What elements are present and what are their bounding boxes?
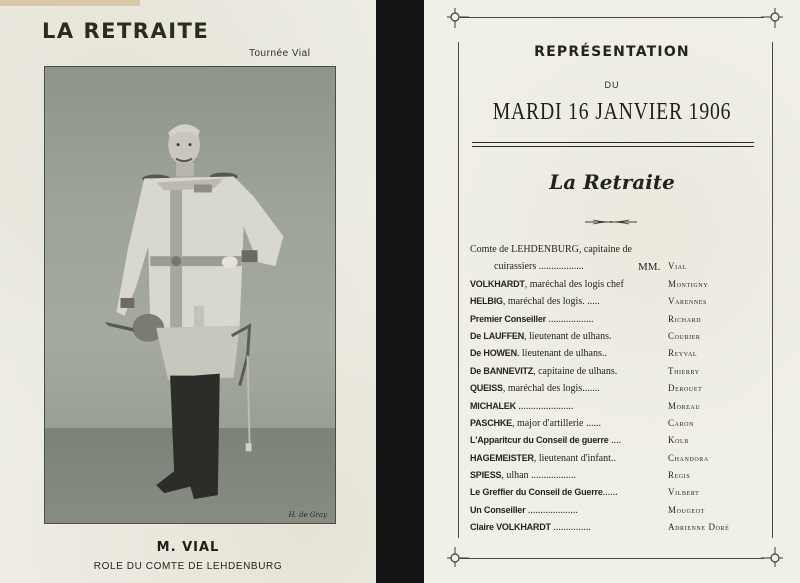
role-description: , maréchal des logis. ..... — [502, 296, 600, 308]
representation-heading: REPRÉSENTATION — [534, 44, 690, 60]
actor-name: Mougeot — [668, 504, 705, 515]
role-cell — [470, 487, 618, 498]
role-description: , maréchal des logis chef — [524, 278, 624, 290]
role-cell — [470, 435, 621, 446]
role-cell — [470, 453, 616, 464]
actor-name: Kolb — [668, 435, 689, 446]
role-name: De LAUFFEN — [470, 330, 524, 341]
cast-row — [470, 314, 770, 331]
actor-name: Adrienne Doré — [668, 522, 730, 533]
actor-name: Reyval — [668, 348, 698, 359]
cast-row — [470, 522, 770, 539]
role-description: .... — [608, 435, 622, 447]
role-cell — [470, 244, 632, 255]
role-name: L'Apparitcur du Conseil de guerre — [470, 435, 609, 446]
cast-row — [470, 279, 770, 296]
cast-row — [470, 418, 770, 435]
role-cell — [470, 401, 573, 412]
role-description: cuirassiers .................. — [494, 261, 584, 273]
cast-row — [470, 505, 770, 522]
frame-border-bottom — [460, 558, 764, 559]
role-description: ...... — [602, 487, 618, 499]
role-description: , ulhan .................. — [501, 470, 577, 482]
actor-name: Richard — [668, 313, 702, 324]
actor-role-caption: ROLE DU COMTE DE LEHDENBURG — [93, 561, 283, 572]
cast-list — [470, 244, 770, 540]
cover-title: LA RETRAITE — [42, 19, 210, 43]
actor-name: Vial — [668, 261, 687, 272]
role-cell — [470, 418, 601, 429]
cast-row — [470, 487, 770, 504]
actor-name: Derouet — [668, 383, 703, 394]
actor-name: Vilbert — [668, 487, 700, 498]
dark-background-gap — [376, 0, 424, 583]
role-cell — [470, 348, 607, 359]
role-cell — [470, 470, 576, 481]
cast-row — [470, 453, 770, 470]
role-description: . lieutenant de ulhans.. — [516, 348, 607, 360]
role-cell — [494, 261, 584, 272]
actor-name-caption — [0, 540, 376, 555]
photographer-signature: H. de Gray — [288, 511, 327, 519]
actor-name: Courier — [668, 330, 701, 341]
frame-border-top — [460, 17, 764, 18]
actor-name-text: M. VIAL — [156, 540, 220, 555]
role-name: Le Greffier du Conseil de Guerre — [470, 487, 603, 498]
cast-row — [470, 470, 770, 487]
role-name: De BANNEVITZ — [470, 365, 534, 376]
cast-row — [470, 435, 770, 452]
performance-date: MARDI 16 JANVIER 1906 — [492, 99, 732, 125]
actor-name: Thierry — [668, 365, 700, 376]
role-cell — [470, 522, 591, 533]
corner-flourish-icon — [759, 4, 785, 30]
corner-flourish-icon — [445, 545, 471, 571]
role-name: De HOWEN — [470, 348, 517, 359]
actor-figure-illustration — [45, 67, 335, 523]
actor-name: Varennes — [668, 296, 707, 307]
actor-name: Montigny — [668, 278, 709, 289]
right-card-cast-list — [424, 0, 800, 583]
cast-row — [470, 348, 770, 365]
messieurs-prefix: MM. — [638, 261, 661, 274]
role-name: HAGEMEISTER — [470, 452, 534, 463]
role-description: .................. — [545, 313, 594, 325]
role-description: , lieutenant de ulhans. — [524, 330, 612, 342]
role-name: SPIESS — [470, 470, 502, 481]
role-name: Premier Conseiller — [470, 313, 546, 324]
du-label: DU — [604, 80, 620, 90]
play-title: La Retraite — [549, 170, 675, 194]
role-description: , lieutenant d'infant.. — [533, 452, 616, 464]
role-name: Comte de LEHDENBURG, — [470, 244, 582, 255]
double-rule-divider — [472, 142, 754, 147]
actor-name: Regis — [668, 470, 691, 481]
role-name: HELBIG — [470, 296, 503, 307]
cast-row — [470, 244, 770, 261]
cast-row — [470, 366, 770, 383]
frame-border-right — [772, 42, 773, 538]
role-cell — [470, 279, 624, 290]
role-name: VOLKHARDT — [470, 278, 525, 289]
role-description: ...................... — [515, 400, 574, 412]
tour-label: Tournée Vial — [249, 48, 311, 59]
role-name: PASCHKE — [470, 417, 512, 428]
corner-flourish-icon — [759, 545, 785, 571]
cast-row — [470, 296, 770, 313]
flourish-divider-icon — [585, 219, 637, 225]
role-cell — [470, 366, 617, 377]
cast-row — [470, 331, 770, 348]
role-cell — [470, 314, 593, 325]
role-cell — [470, 331, 611, 342]
role-cell — [470, 505, 578, 516]
role-description: capitaine de — [581, 244, 632, 255]
cast-row — [470, 261, 770, 278]
role-description: , major d'artillerie ...... — [511, 417, 601, 429]
corner-flourish-icon — [445, 4, 471, 30]
role-name: Claire VOLKHARDT — [470, 522, 551, 533]
role-name: Un Conseiller — [470, 504, 526, 515]
cast-row — [470, 383, 770, 400]
role-name: QUEISS — [470, 383, 503, 394]
actor-portrait-photo — [44, 66, 336, 524]
role-description: ............... — [550, 522, 591, 534]
role-description: , maréchal des logis....... — [502, 383, 600, 395]
role-name: MICHALEK — [470, 400, 516, 411]
cast-row — [470, 401, 770, 418]
actor-name: Caron — [668, 417, 695, 428]
role-cell — [470, 296, 600, 307]
role-cell — [470, 383, 600, 394]
role-description: , capitaine de ulhans. — [533, 365, 618, 377]
left-card-cover — [0, 0, 376, 583]
actor-name: Moreau — [668, 400, 701, 411]
role-description: .................... — [525, 504, 578, 516]
actor-name: Chandora — [668, 452, 709, 463]
